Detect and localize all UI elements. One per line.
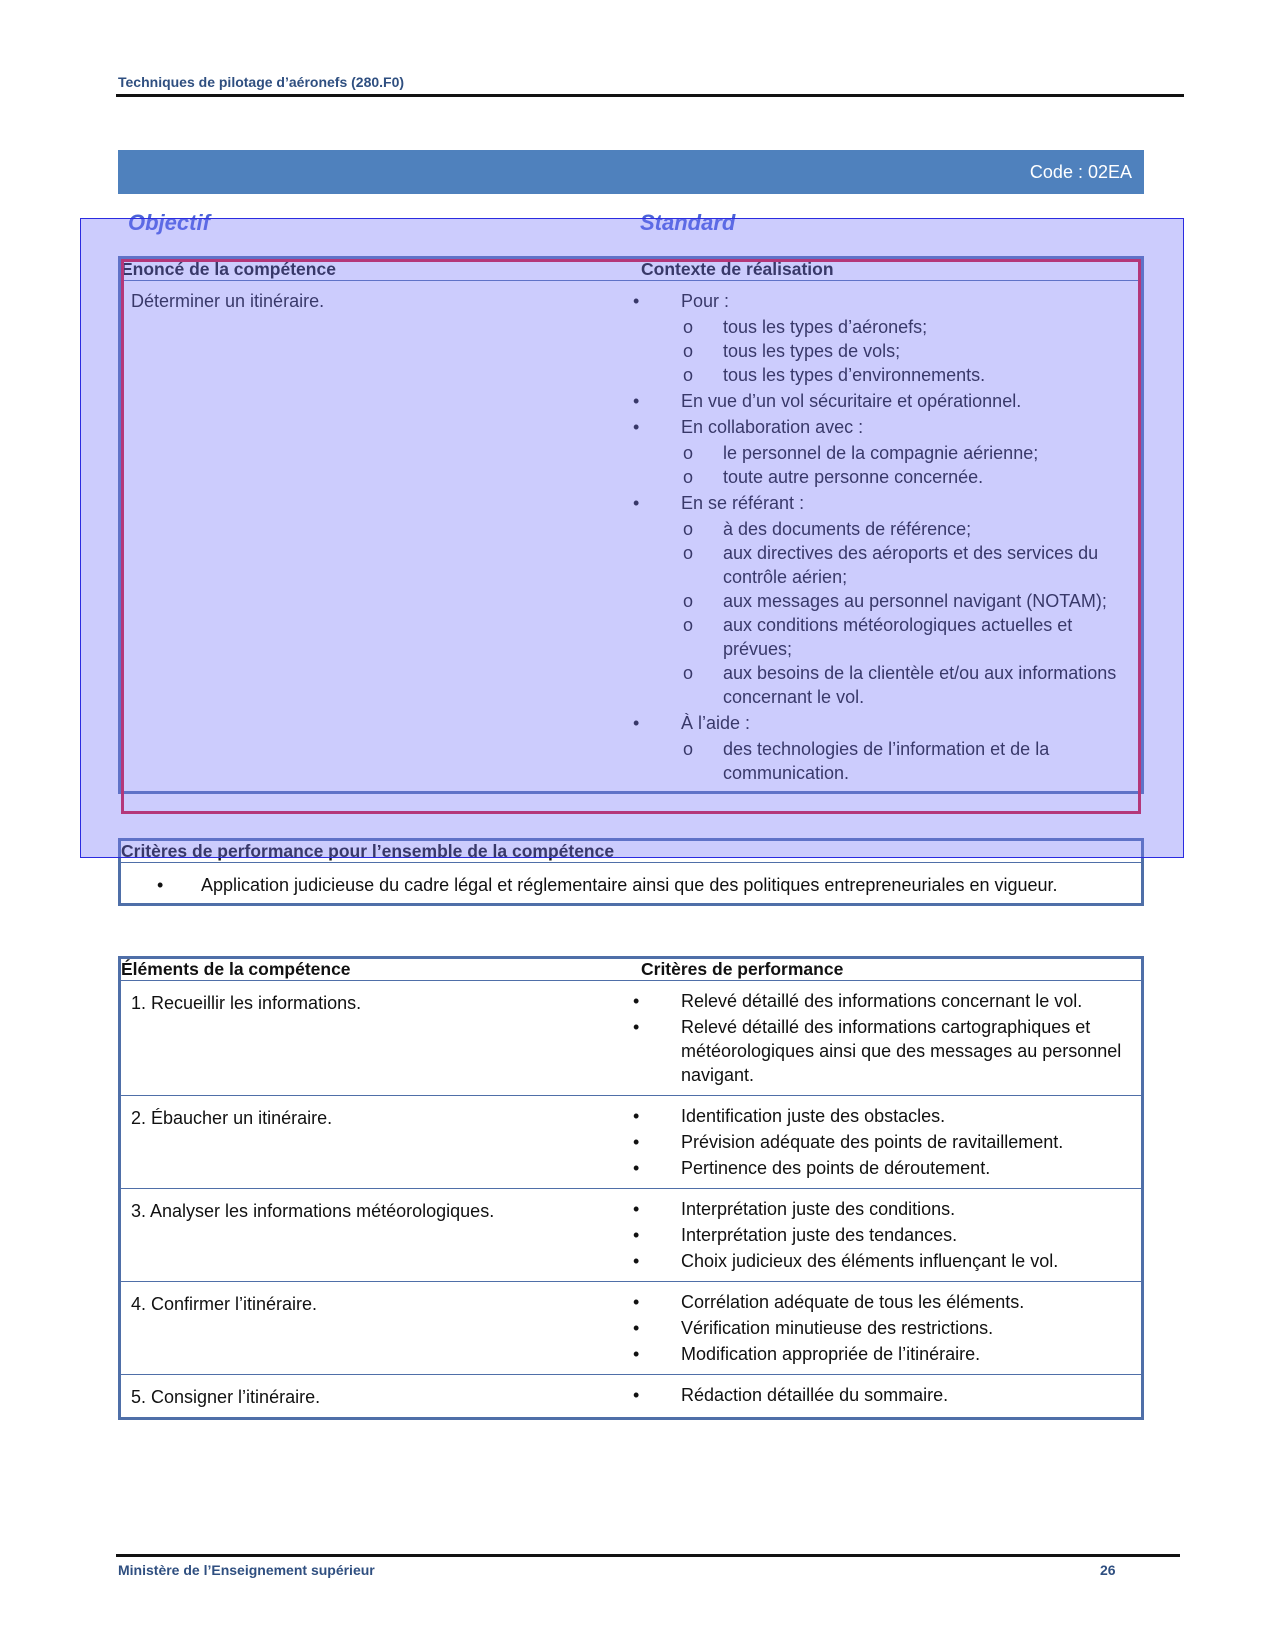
element-criteria-cell [641, 981, 1143, 1096]
element-label: 5. Consigner l’itinéraire. [131, 1387, 321, 1407]
col-criteres-header: Critères de performance [641, 958, 1143, 981]
context-item: • À l’aide : [641, 711, 1131, 735]
header-rule [116, 94, 1184, 97]
criterion-item: • Relevé détaillé des informations concernant le vol. [641, 989, 1131, 1013]
element-label: 4. Confirmer l’itinéraire. [120, 1282, 642, 1375]
context-subitem: o toute autre personne concernée. [683, 465, 1131, 489]
context-subitem: o à des documents de référence; [683, 517, 1131, 541]
code-bar [118, 150, 1144, 194]
criterion-item: • Interprétation juste des tendances. [641, 1223, 1131, 1247]
context-item: • En vue d’un vol sécuritaire et opérationnel. [641, 389, 1131, 413]
context-subitem: o aux conditions météorologiques actuelles et prévues; [683, 613, 1131, 661]
context-subitem: o le personnel de la compagnie aérienne; [683, 441, 1131, 465]
element-label: 3. Analyser les informations météorologiques. [120, 1189, 642, 1282]
context-subitem: o tous les types de vols; [683, 339, 1131, 363]
page-number: 26 [1100, 1562, 1116, 1578]
context-subitem: o tous les types d’environnements. [683, 363, 1131, 387]
criteria-all-cell [120, 863, 1143, 905]
context-item: • En se référant : [641, 491, 1131, 515]
criteria-all-item: • Application judicieuse du cadre légal et réglementaire ainsi que des politiques entrepreneuriales en vigueur. [121, 863, 1141, 903]
context-subitem: o aux directives des aéroports et des services du contrôle aérien; [683, 541, 1131, 589]
criterion-item: • Corrélation adéquate de tous les éléments. [641, 1290, 1131, 1314]
element-criteria-list [641, 1197, 1131, 1273]
criterion-item: • Choix judicieux des éléments influençant le vol. [641, 1249, 1131, 1273]
element-label: 1. Recueillir les informations. [120, 981, 642, 1096]
element-criteria-cell [641, 1375, 1143, 1419]
element-criteria-list [641, 989, 1131, 1087]
element-criteria-list [641, 1104, 1131, 1180]
col-enonce-header: Énoncé de la compétence [120, 258, 642, 281]
criterion-item: • Identification juste des obstacles. [641, 1104, 1131, 1128]
context-item: • Pour : [641, 289, 1131, 313]
context-subitem: o des technologies de l’information et de la communication. [683, 737, 1131, 785]
criterion-item: • Pertinence des points de déroutement. [641, 1156, 1131, 1180]
running-header: Techniques de pilotage d’aéronefs (280.F0) [118, 74, 405, 90]
standard-label: Standard [640, 210, 736, 235]
context-subitem: o aux messages au personnel navigant (NOTAM); [683, 589, 1131, 613]
criteria-all-title: Critères de performance pour l’ensemble de la compétence [120, 840, 1143, 863]
criterion-item: • Rédaction détaillée du sommaire. [641, 1383, 1131, 1407]
element-row [120, 1282, 1143, 1375]
enonce-text: Déterminer un itinéraire. [131, 291, 325, 311]
context-subitem: o aux besoins de la clientèle et/ou aux informations concernant le vol. [683, 661, 1131, 709]
criterion-item: • Prévision adéquate des points de ravitaillement. [641, 1130, 1131, 1154]
context-item: • En collaboration avec : [641, 415, 1131, 439]
context-subitem: o tous les types d’aéronefs; [683, 315, 1131, 339]
element-criteria-cell [641, 1189, 1143, 1282]
element-row [120, 1096, 1143, 1189]
element-criteria-list [641, 1383, 1131, 1407]
competence-code: Code : 02EA [1029, 162, 1132, 182]
objectif-label: Objectif [128, 210, 210, 235]
criterion-item: • Vérification minutieuse des restrictions. [641, 1316, 1131, 1340]
element-label: 2. Ébaucher un itinéraire. [120, 1096, 642, 1189]
elements-table [118, 956, 1144, 1420]
footer-ministry: Ministère de l’Enseignement supérieur [118, 1562, 375, 1578]
col-contexte-header: Contexte de réalisation [641, 258, 1143, 281]
col-elements-header: Éléments de la compétence [120, 958, 642, 981]
element-row [120, 981, 1143, 1096]
element-row [120, 1375, 1143, 1419]
element-criteria-cell [641, 1282, 1143, 1375]
element-criteria-list [641, 1290, 1131, 1366]
element-row [120, 1189, 1143, 1282]
selection-overlay [80, 218, 1184, 858]
criterion-item: • Relevé détaillé des informations cartographiques et météorologiques ainsi que des messages au personnel navigant. [641, 1015, 1131, 1087]
element-criteria-cell [641, 1096, 1143, 1189]
criterion-item: • Interprétation juste des conditions. [641, 1197, 1131, 1221]
criterion-item: • Modification appropriée de l’itinéraire. [641, 1342, 1131, 1366]
footer-rule [116, 1554, 1180, 1557]
